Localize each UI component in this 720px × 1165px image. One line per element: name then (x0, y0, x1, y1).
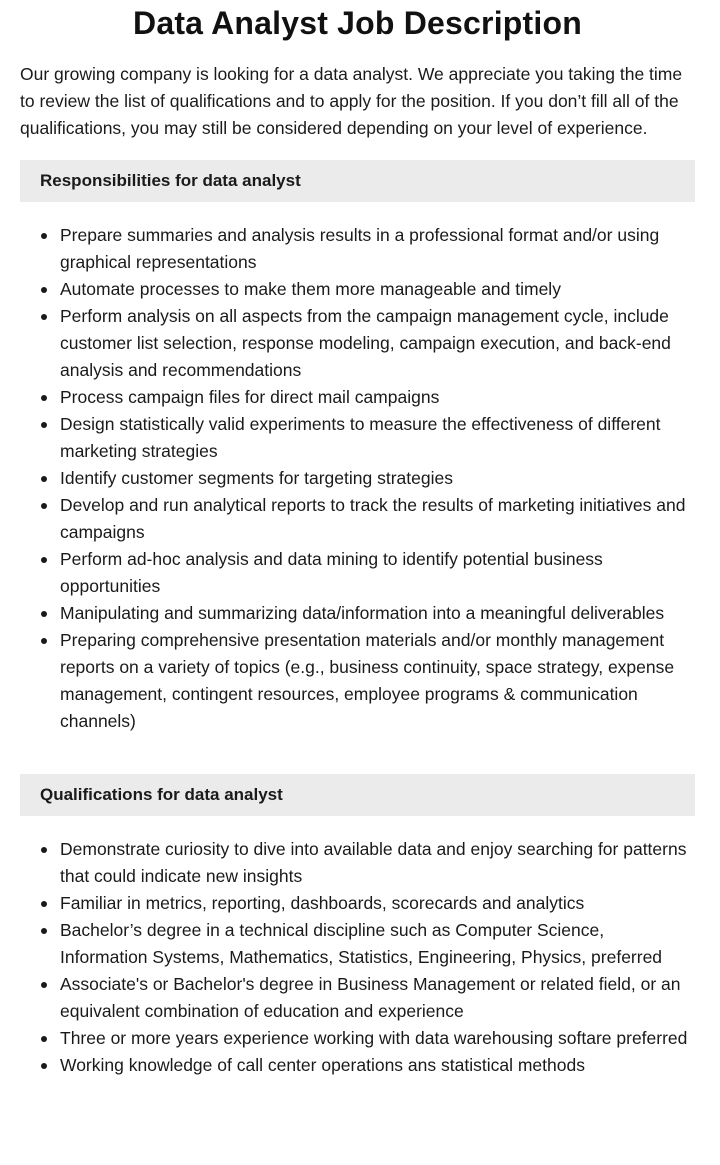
list-item (20, 492, 695, 546)
bullet-icon (41, 611, 47, 617)
list-item-text: Manipulating and summarizing data/information into a meaningful deliverables (60, 603, 665, 623)
list-item (20, 546, 695, 600)
bullet-icon (41, 503, 47, 509)
bullet-icon (41, 638, 47, 644)
list-item (20, 917, 695, 971)
list-item (20, 303, 695, 384)
list-item-text: Perform ad-hoc analysis and data mining to identify potential business opportunities (60, 549, 603, 596)
bullet-icon (41, 395, 47, 401)
qualifications-list (20, 836, 695, 1079)
list-item-text: Develop and run analytical reports to track the results of marketing initiatives and campaigns (60, 495, 686, 542)
list-item-text: Preparing comprehensive presentation materials and/or monthly management reports on a variety of topics (e.g., business continuity, space strategy, expense management, contingent resources, employee programs & communication channels) (60, 630, 675, 731)
list-item (20, 1025, 695, 1052)
list-item (20, 384, 695, 411)
list-item (20, 222, 695, 276)
list-item-text: Automate processes to make them more manageable and timely (60, 279, 561, 299)
responsibilities-heading: Responsibilities for data analyst (20, 160, 695, 202)
list-item-text: Identify customer segments for targeting strategies (60, 468, 453, 488)
responsibilities-list (20, 222, 695, 735)
list-item-text: Familiar in metrics, reporting, dashboards, scorecards and analytics (60, 893, 585, 913)
intro-paragraph: Our growing company is looking for a data analyst. We appreciate you taking the time to review the list of qualifications and to apply for the position. If you don’t fill all of the qualifications, you may still be considered depending on your level of experience. (20, 64, 683, 138)
bullet-icon (41, 982, 47, 988)
list-item (20, 465, 695, 492)
bullet-icon (41, 928, 47, 934)
list-item-text: Working knowledge of call center operations ans statistical methods (60, 1055, 585, 1075)
list-item-text: Associate's or Bachelor's degree in Business Management or related field, or an equivalent combination of education and experience (60, 974, 681, 1021)
list-item (20, 627, 695, 735)
list-item (20, 411, 695, 465)
bullet-icon (41, 557, 47, 563)
list-item-text: Three or more years experience working with data warehousing softare preferred (60, 1028, 688, 1048)
list-item-text: Perform analysis on all aspects from the campaign management cycle, include customer list selection, response modeling, campaign execution, and back-end analysis and recommendations (60, 306, 671, 380)
list-item-text: Prepare summaries and analysis results in a professional format and/or using graphical representations (60, 225, 660, 272)
bullet-icon (41, 422, 47, 428)
bullet-icon (41, 847, 47, 853)
page-title: Data Analyst Job Description (133, 5, 582, 41)
bullet-icon (41, 287, 47, 293)
bullet-icon (41, 1036, 47, 1042)
list-item (20, 1052, 695, 1079)
list-item (20, 971, 695, 1025)
qualifications-heading: Qualifications for data analyst (20, 774, 695, 816)
bullet-icon (41, 314, 47, 320)
list-item (20, 600, 695, 627)
list-item (20, 890, 695, 917)
bullet-icon (41, 1063, 47, 1069)
section-spacer (20, 735, 695, 756)
list-item (20, 836, 695, 890)
list-item-text: Process campaign files for direct mail campaigns (60, 387, 440, 407)
list-item (20, 276, 695, 303)
bullet-icon (41, 901, 47, 907)
list-item-text: Bachelor’s degree in a technical discipline such as Computer Science, Information Systems, Mathematics, Statistics, Engineering, Physics, preferred (60, 920, 663, 967)
bullet-icon (41, 233, 47, 239)
list-item-text: Demonstrate curiosity to dive into available data and enjoy searching for patterns that could indicate new insights (60, 839, 687, 886)
list-item-text: Design statistically valid experiments to measure the effectiveness of different marketing strategies (60, 414, 661, 461)
bullet-icon (41, 476, 47, 482)
